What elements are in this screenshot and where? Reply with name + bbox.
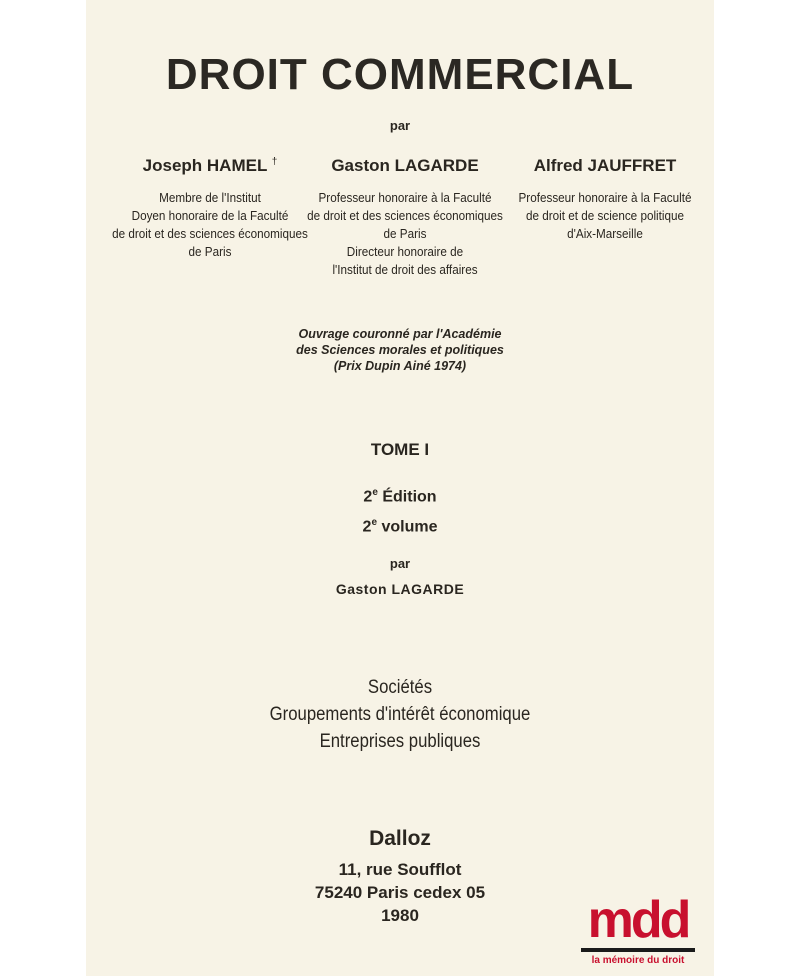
- publisher-name: Dalloz: [369, 827, 431, 850]
- mdd-logo: [575, 893, 701, 973]
- logo-underline: [581, 948, 695, 952]
- author-lagarde-name: Gaston LAGARDE: [331, 156, 479, 175]
- book-title: DROIT COMMERCIAL: [165, 50, 635, 99]
- volume-line: 2e volume: [362, 517, 438, 536]
- subjects-list: Sociétés Groupements d'intérêt économique Entreprises publiques: [269, 677, 531, 752]
- author-jauffret-description: Professeur honoraire à la Faculté de droit et de science politique d'Aix-Marseille: [518, 190, 692, 241]
- logo-mark-text: mdd: [587, 893, 689, 943]
- publisher-address: 11, rue Soufflot 75240 Paris cedex 05 1980: [314, 860, 486, 925]
- author-lagarde-description: Professeur honoraire à la Faculté de droit et des sciences économiques de Paris Directeur honoraire de l'Institut de droit des affaires: [307, 190, 503, 277]
- author-hamel-description: Membre de l'Institut Doyen honoraire de la Faculté de droit et des sciences économiques de Paris: [112, 190, 308, 259]
- edition-info: [0, 480, 800, 541]
- edition-line: 2e Édition: [363, 487, 437, 506]
- award-note: Ouvrage couronné par l'Académie des Sciences morales et politiques (Prix Dupin Ainé 1974): [296, 327, 504, 373]
- mdd-logo-icon: [575, 893, 701, 943]
- logo-tagline: la mémoire du droit: [591, 955, 685, 966]
- author-hamel-name: Joseph HAMEL †: [142, 156, 278, 175]
- by-label: par: [389, 118, 411, 133]
- volume-author: Gaston LAGARDE: [335, 581, 465, 597]
- author-jauffret-name: Alfred JAUFFRET: [533, 156, 677, 175]
- tome-label: TOME I: [370, 440, 430, 459]
- by-label-2: par: [389, 556, 411, 571]
